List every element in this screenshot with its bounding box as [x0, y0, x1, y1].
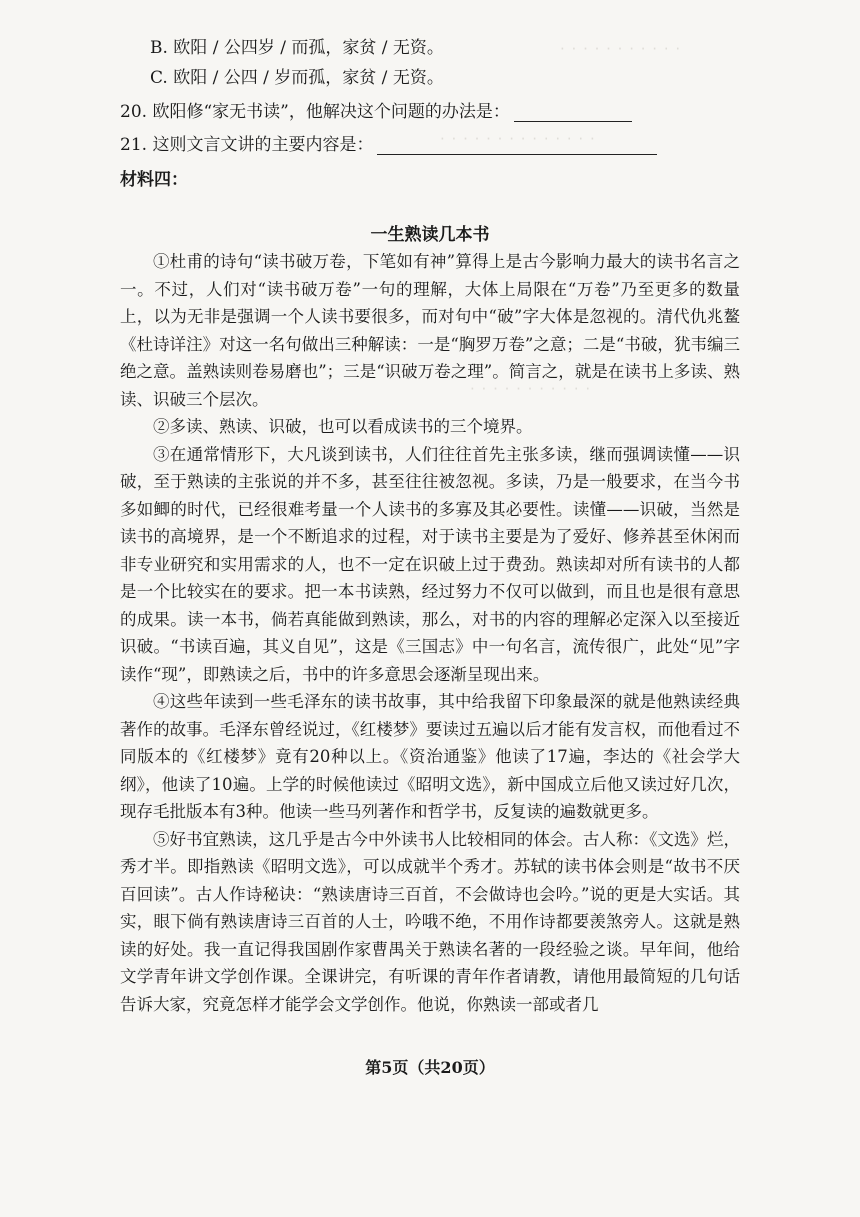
question-21 — [120, 135, 657, 155]
answer-blank-20[interactable] — [514, 105, 632, 122]
question-21-text: 21. 这则文言文讲的主要内容是： — [120, 135, 374, 155]
paragraph-3: ③在通常情形下，大凡谈到读书，人们往往首先主张多读，继而强调读懂——识破，至于熟读的主张说的并不多，甚至往往被忽视。多读，乃是一般要求，在当今书多如鲫的时代，已经很难考量一个人读书的多寡及其必要性。读懂——识破，当然是读书的高境界，是一个不断追求的过程，对于读书主要是为了爱好、修养甚至休闲而非专业研究和实用需求的人，也不一定在识破上过于费劲。熟读却对所有读书的人都是一个比较实在的要求。把一本书读熟，经过努力不仅可以做到，而且也是很有意思的成果。读一本书，倘若真能做到熟读，那么，对书的内容的理解必定深入以至接近识破。“书读百遍，其义自见”，这是《三国志》中一句名言，流传很广，此处“见”字读作“现”，即熟读之后，书中的许多意思会逐渐呈现出来。 — [120, 444, 740, 684]
option-b: B. 欧阳 / 公四岁 / 而孤，家贫 / 无资。 — [150, 38, 444, 58]
show-through-text: · · · · · · · · · · · · · · — [440, 130, 596, 148]
show-through-text: · · · · · · · · · · · — [560, 40, 682, 58]
paragraph-2: ②多读、熟读、识破，也可以看成读书的三个境界。 — [153, 417, 533, 436]
show-through-text: · · · · · · · · · · · — [470, 380, 592, 398]
paragraph-5: ⑤好书宜熟读，这几乎是古今中外读书人比较相同的体会。古人称：《文选》烂，秀才半。即指熟读《昭明文选》，可以成就半个秀才。苏轼的读书体会则是“故书不厌百回读”。古人作诗秘诀：“熟读唐诗三百首，不会做诗也会吟。”说的更是大实话。其实，眼下倘有熟读唐诗三百首的人士，吟哦不绝，不用作诗都要羡煞旁人。这就是熟读的好处。我一直记得我国剧作家曹禺关于熟读名著的一段经验之谈。早年间，他给文学青年讲文学创作课。全课讲完，有听课的青年作者请教，请他用最简短的几句话告诉大家，究竟怎样才能学会文学创作。他说，你熟读一部或者几 — [120, 829, 740, 1014]
option-c: C. 欧阳 / 公四 / 岁而孤，家贫 / 无资。 — [150, 68, 444, 88]
question-20 — [120, 102, 632, 122]
article-title: 一生熟读几本书 — [370, 225, 490, 245]
paragraph-4: ④这些年读到一些毛泽东的读书故事，其中给我留下印象最深的就是他熟读经典著作的故事。毛泽东曾经说过，《红楼梦》要读过五遍以后才能有发言权，而他看过不同版本的《红楼梦》竟有20种以上。《资治通鉴》他读了17遍，李达的《社会学大纲》，他读了10遍。上学的时候他读过《昭明文选》，新中国成立后他又读过好几次，现存毛批版本有3种。他读一些马列著作和哲学书，反复读的遍数就更多。 — [120, 692, 740, 821]
page-footer: 第5页（共20页） — [365, 1058, 495, 1077]
question-20-text: 20. 欧阳修“家无书读”，他解决这个问题的办法是： — [120, 102, 510, 122]
article-body — [120, 248, 740, 1018]
paragraph-1: ①杜甫的诗句“读书破万卷，下笔如有神”算得上是古今影响力最大的读书名言之一。不过，人们对“读书破万卷”一句的理解，大体上局限在“万卷”乃至更多的数量上，以为无非是强调一个人读书要很多，而对句中“破”字大体是忽视的。清代仇兆鳌《杜诗详注》对这一名句做出三种解读：一是“胸罗万卷”之意；二是“书破，犹韦编三绝之意。盖熟读则卷易磨也”；三是“识破万卷之理”。简言之，就是在读书上多读、熟读、识破三个层次。 — [120, 252, 740, 409]
material-label: 材料四： — [120, 170, 188, 190]
answer-blank-21[interactable] — [377, 138, 657, 155]
